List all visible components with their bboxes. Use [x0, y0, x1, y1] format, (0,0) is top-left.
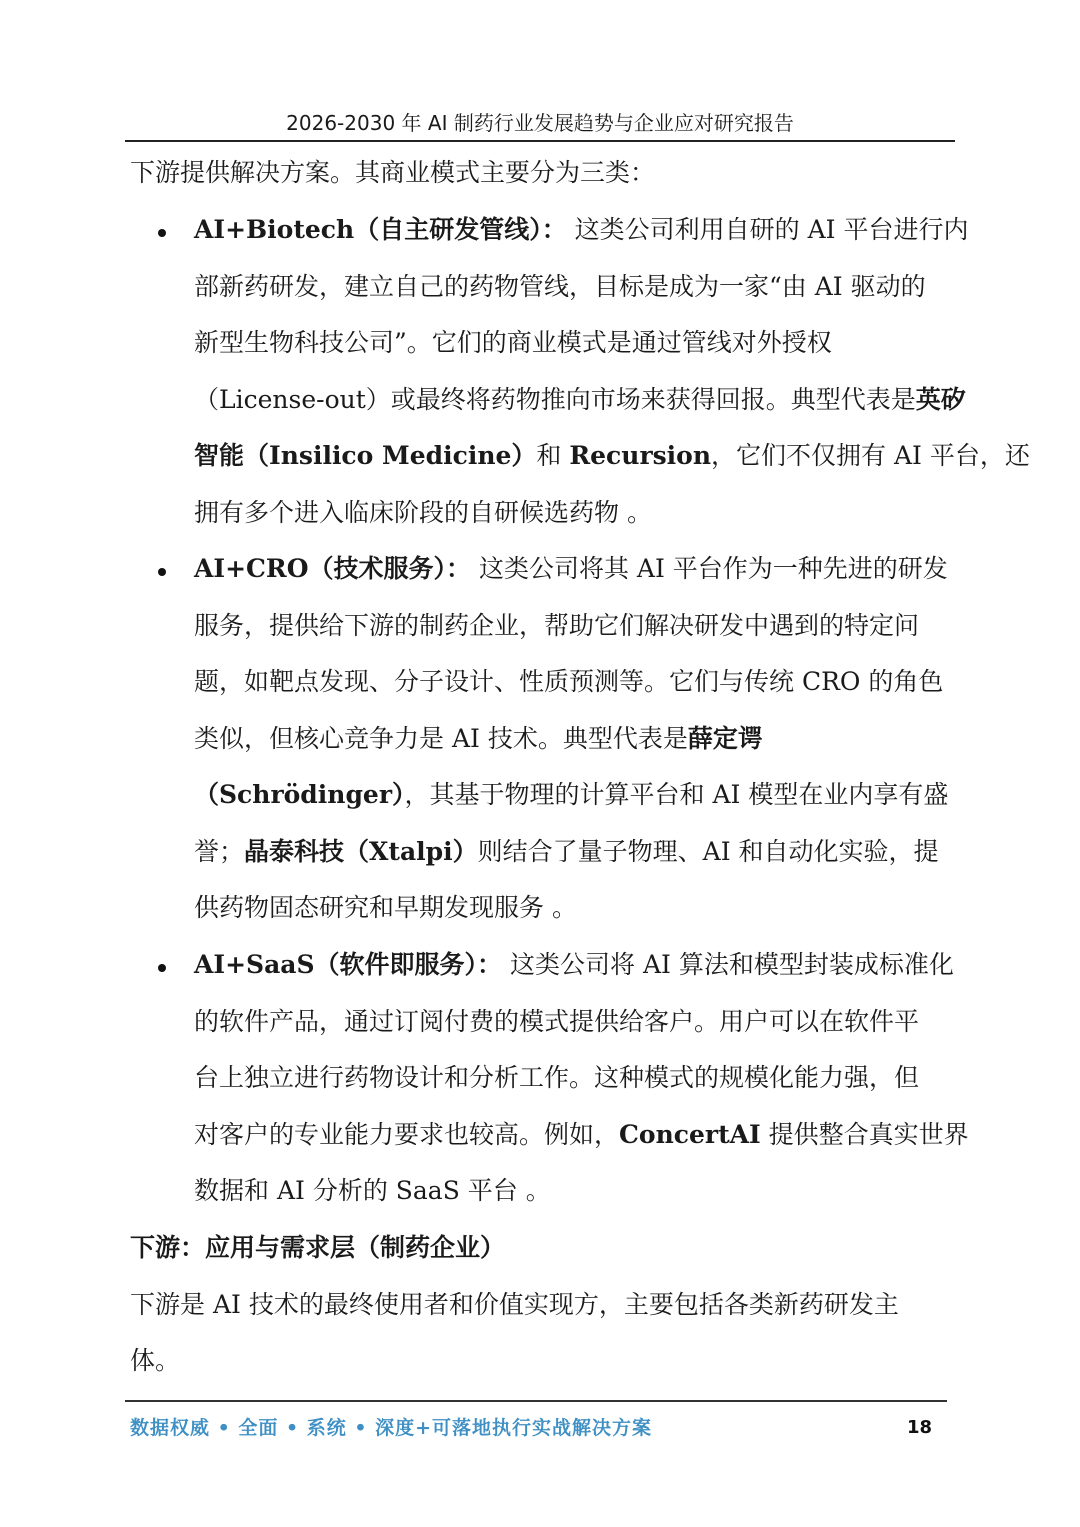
text-line: （License-out）或最终将药物推向市场来获得回报。典型代表是英矽	[194, 385, 966, 414]
text-line: 的软件产品，通过订阅付费的模式提供给客户。用户可以在软件平	[194, 1007, 920, 1036]
text-line: 供药物固态研究和早期发现服务 。	[194, 893, 577, 922]
section-heading: 下游：应用与需求层（制药企业）	[130, 1233, 506, 1262]
text-line: 题，如靶点发现、分子设计、性质预测等。它们与传统 CRO 的角色	[194, 667, 944, 696]
footer-slogan: 数据权威 • 全面 • 系统 • 深度+可落地执行实战解决方案	[130, 1417, 653, 1439]
footer-rule	[125, 1400, 947, 1402]
text-line: 数据和 AI 分析的 SaaS 平台 。	[194, 1176, 551, 1205]
bullet-dot	[158, 229, 166, 237]
text-line: AI+SaaS（软件即服务）： 这类公司将 AI 算法和模型封装成标准化	[194, 950, 954, 979]
bullet-dot	[158, 964, 166, 972]
header-rule	[125, 140, 955, 142]
closing-line: 体。	[130, 1346, 181, 1375]
bullet-dot	[158, 568, 166, 576]
text-line: 台上独立进行药物设计和分析工作。这种模式的规模化能力强，但	[194, 1063, 920, 1092]
text-line: 部新药研发，建立自己的药物管线，目标是成为一家“由 AI 驱动的	[194, 272, 926, 301]
header-title: 2026-2030 年 AI 制药行业发展趋势与企业应对研究报告	[286, 111, 794, 135]
text-line: AI+Biotech（自主研发管线）： 这类公司利用自研的 AI 平台进行内	[194, 215, 969, 244]
text-line: 拥有多个进入临床阶段的自研候选药物 。	[194, 498, 652, 527]
text-line: 服务，提供给下游的制药企业，帮助它们解决研发中遇到的特定问	[194, 611, 920, 640]
text-line: 誉；晶泰科技（Xtalpi）则结合了量子物理、AI 和自动化实验，提	[194, 837, 939, 866]
text-line: 对客户的专业能力要求也较高。例如，ConcertAI 提供整合真实世界	[194, 1120, 969, 1149]
text-line: 类似，但核心竞争力是 AI 技术。典型代表是薛定谔	[194, 724, 763, 753]
text-line: （Schrödinger），其基于物理的计算平台和 AI 模型在业内享有盛	[194, 780, 949, 809]
text-line: 智能（Insilico Medicine）和 Recursion，它们不仅拥有 AI 平台，还	[194, 441, 1030, 470]
closing-line: 下游是 AI 技术的最终使用者和价值实现方，主要包括各类新药研发主	[130, 1290, 899, 1319]
text-line: AI+CRO（技术服务）： 这类公司将其 AI 平台作为一种先进的研发	[194, 554, 948, 583]
intro-paragraph: 下游提供解决方案。其商业模式主要分为三类：	[130, 158, 656, 187]
text-line: 新型生物科技公司”。它们的商业模式是通过管线对外授权	[194, 328, 832, 357]
page-number: 18	[906, 1417, 932, 1438]
